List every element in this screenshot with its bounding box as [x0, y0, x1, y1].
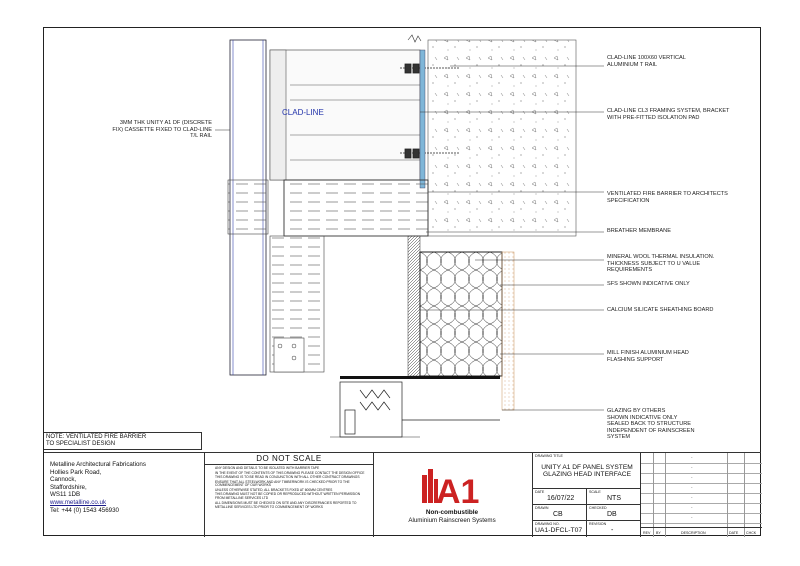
sheathing-board [408, 236, 420, 376]
revision-header [641, 527, 762, 538]
a1-logo [372, 453, 532, 537]
callout-sheathing: CALCIUM SILICATE SHEATHING BOARD [607, 307, 714, 313]
revision-row: - [641, 453, 762, 464]
scale-label: SCALE [589, 490, 601, 494]
address-line: Cannock, [50, 476, 77, 484]
scale-cell [587, 489, 641, 505]
revision-table [640, 453, 762, 537]
rev-col-header: REV [643, 531, 651, 535]
date-cell [533, 489, 587, 505]
date-label: DATE [535, 490, 545, 494]
drawing-info-panel [532, 453, 641, 537]
callout-fire-barrier: VENTILATED FIRE BARRIER TO ARCHITECTS SPECIFICATION [607, 191, 728, 204]
revision-row: - [641, 483, 762, 494]
callout-flashing: MILL FINISH ALUMINIUM HEAD FLASHING SUPPORT [607, 350, 689, 363]
logo-a1-text: A1 [436, 473, 480, 509]
callout-insulation: MINERAL WOOL THERMAL INSULATION. THICKNESS SUBJECT TO U VALUE REQUIREMENTS [607, 254, 715, 274]
revision-row: - [641, 493, 762, 504]
dns-note: ENSURE THAT ALL STEELWORK AND ANY TIMBERWORK IS CHECKED PRIOR TO THE COMMENCEMENT OF OUR WORKS [215, 479, 350, 488]
date-value: 16/07/22 [547, 495, 575, 502]
date-col-header: DATE [729, 531, 739, 535]
head-flashing [340, 376, 500, 379]
drawing-no-cell [533, 521, 587, 537]
checked-label: CHECKED [589, 506, 607, 510]
drawn-label: DRAWN [535, 506, 549, 510]
company-address [50, 461, 146, 514]
dns-note: ALL DIMENSIONS MUST BE CHECKED ON SITE AND ANY DISCREPANCIES REPORTED TO METALLINE SERVICES LTD PRIOR TO COMMENCEMENT OF WORKS [215, 500, 357, 509]
panel-brand-label: CLAD-LINE [282, 108, 324, 117]
drawing-number: UA1-DFCL-T07 [535, 527, 583, 534]
company-website-link[interactable]: www.metalline.co.uk [50, 498, 107, 506]
isolation-pad [420, 50, 425, 188]
plasterboard [502, 252, 514, 410]
do-not-scale-panel [204, 453, 374, 537]
revision-row: - [641, 473, 762, 484]
dns-note: UNLESS OTHERWISE STATED, ALL BRACKETS FIXED AT 600MM CENTRES [215, 487, 333, 492]
address-line: WS11 1DB [50, 491, 81, 499]
check-col-header: CHCK [746, 531, 757, 535]
do-not-scale-notes [205, 465, 373, 510]
dns-note: ANY DESIGN AND DETAILS TO BE ISOLATED WITH BARRIER TAPE [215, 466, 320, 470]
revision-label: REVISION [589, 522, 607, 526]
by-col-header: BY [656, 531, 661, 535]
revision-row: - [641, 503, 762, 514]
drawn-value: CB [553, 511, 563, 518]
fire-barrier-note: NOTE: VENTILATED FIRE BARRIER TO SPECIALIST DESIGN [44, 432, 202, 450]
a1-logo-mark [372, 453, 532, 509]
company-name: Metalline Architectural Fabrications [50, 461, 146, 468]
drawing-title: UNITY A1 DF PANEL SYSTEM GLAZING HEAD INTERFACE [541, 464, 633, 479]
drawing-title-label: DRAWING TITLE [535, 454, 563, 458]
callout-sfs: SFS SHOWN INDICATIVE ONLY [607, 281, 690, 287]
fire-barrier [284, 180, 428, 236]
dns-note: THIS DRAWING MUST NOT BE COPIED OR REPRODUCED WITHOUT WRITTEN PERMISSION FROM METALLINE SERVICES LTD [215, 492, 361, 501]
callout-rail: CLAD-LINE 100X60 VERTICAL ALUMINIUM T RAIL [607, 55, 686, 68]
concrete-slab [428, 40, 576, 236]
scale-value: NTS [607, 495, 621, 502]
revision-value: - [611, 527, 614, 534]
logo-tagline: Aluminium Rainscreen Systems [408, 517, 496, 524]
callout-breather-membrane: BREATHER MEMBRANE [607, 228, 671, 234]
checked-value: DB [607, 511, 617, 518]
description-col-header: DESCRIPTION [681, 531, 706, 535]
drawing-title-cell [533, 453, 641, 489]
dns-note: THIS DRAWING IS TO BE READ IN CONJUNCTION WITH ALL OTHER CONTRACT DRAWINGS [215, 475, 360, 479]
address-line: Staffordshire, [50, 483, 87, 491]
checked-cell [587, 505, 641, 521]
callout-cassette: 3MM THK UNITY A1 DF (DISCRETE FIX) CASSETTE FIXED TO CLAD-LINE T/L RAIL [112, 120, 212, 140]
title-block [44, 452, 761, 537]
dns-note: IN THE EVENT OF THE CONTENTS OF THIS DRAWING PLEASE CONTACT THE DESIGN OFFICE [215, 470, 365, 475]
mineral-wool [420, 252, 502, 376]
address-line: Hollies Park Road, [50, 468, 102, 476]
company-phone: Tel: +44 (0) 1543 456930 [50, 506, 119, 514]
callout-glazing: GLAZING BY OTHERS SHOWN INDICATIVE ONLY SEALED BACK TO STRUCTURE INDEPENDENT OF RAINSCREEN SYSTEM [607, 408, 695, 441]
drawn-cell [533, 505, 587, 521]
revision-row: - [641, 463, 762, 474]
glazing-frame [340, 382, 500, 437]
revision-row: - [641, 513, 762, 524]
callout-framing: CLAD-LINE CL3 FRAMING SYSTEM, BRACKET WITH PRE-FITTED ISOLATION PAD [607, 108, 730, 121]
do-not-scale-title: DO NOT SCALE [205, 453, 373, 465]
logo-noncombustible: Non-combustible [425, 509, 479, 516]
drawing-no-label: DRAWING NO. [535, 522, 560, 526]
revision-cell [587, 521, 641, 537]
